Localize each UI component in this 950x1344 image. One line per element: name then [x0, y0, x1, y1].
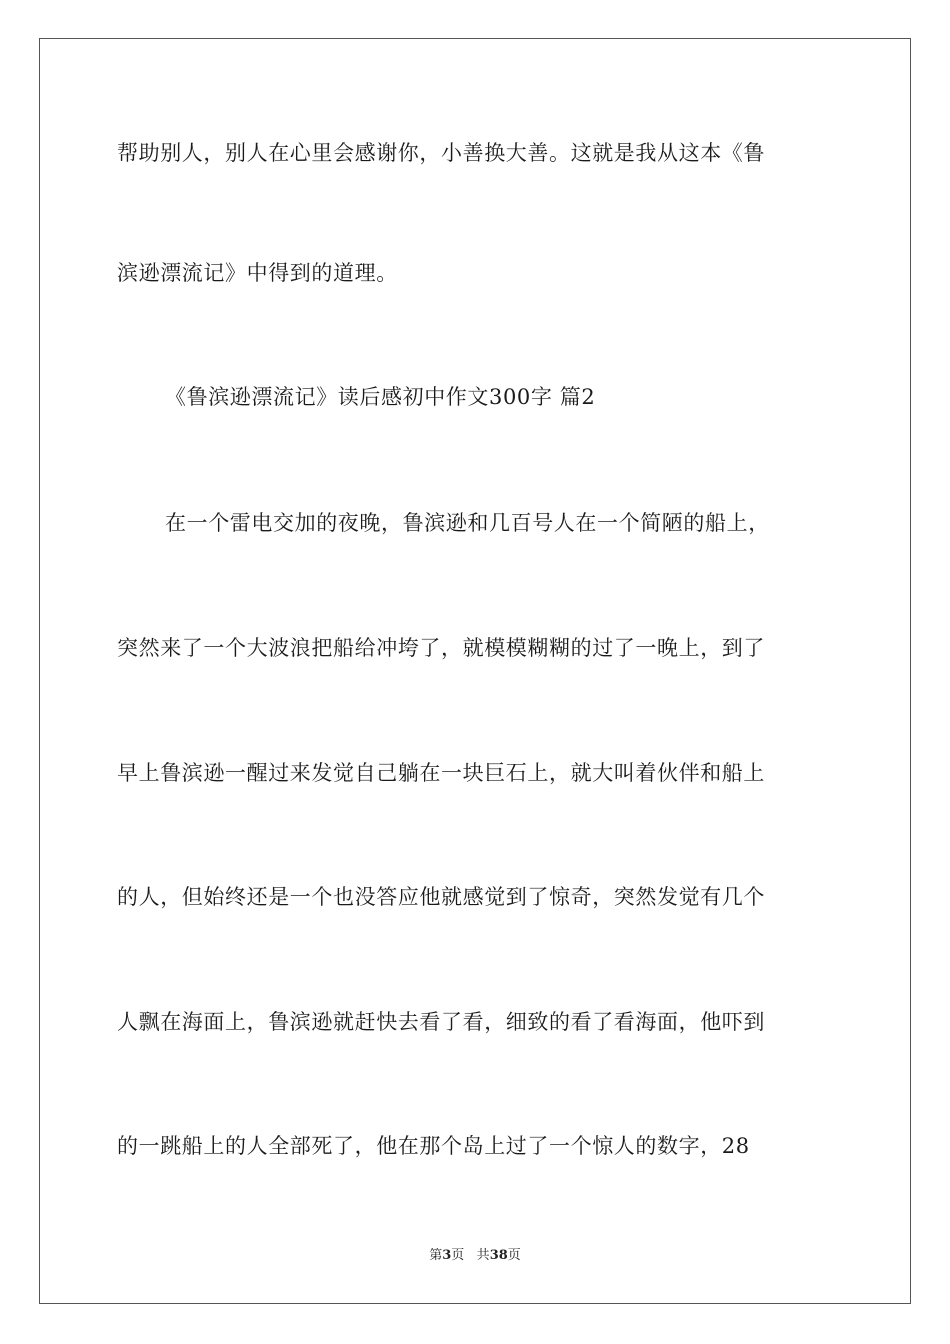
- footer-page-number: 3: [442, 1248, 452, 1263]
- text-line-9: 的一跳船上的人全部死了，他在那个岛上过了一个惊人的数字，28: [117, 1134, 750, 1158]
- footer-page-suffix: 页: [451, 1248, 465, 1263]
- text-line-8: 人飘在海面上，鲁滨逊就赶快去看了看，细致的看了看海面，他吓到: [117, 1010, 765, 1034]
- footer-total-pages: 38: [489, 1248, 508, 1263]
- page-footer: [0, 1246, 950, 1266]
- footer-total-prefix: 共: [476, 1248, 490, 1263]
- section-heading: 《鲁滨逊漂流记》读后感初中作文300字 篇2: [165, 385, 596, 409]
- text-line-5: 突然来了一个大波浪把船给冲垮了，就模模糊糊的过了一晚上，到了: [117, 636, 765, 660]
- footer-total-suffix: 页: [507, 1248, 521, 1263]
- text-line-2: 滨逊漂流记》中得到的道理。: [117, 261, 398, 285]
- page-border: [39, 38, 911, 1304]
- text-line-6: 早上鲁滨逊一醒过来发觉自己躺在一块巨石上，就大叫着伙伴和船上: [117, 761, 765, 785]
- text-line-1: 帮助别人，别人在心里会感谢你，小善换大善。这就是我从这本《鲁: [117, 141, 765, 165]
- text-line-4: 在一个雷电交加的夜晚，鲁滨逊和几百号人在一个简陋的船上，: [165, 511, 770, 535]
- footer-page-prefix: 第: [429, 1248, 443, 1263]
- text-line-7: 的人，但始终还是一个也没答应他就感觉到了惊奇，突然发觉有几个: [117, 885, 765, 909]
